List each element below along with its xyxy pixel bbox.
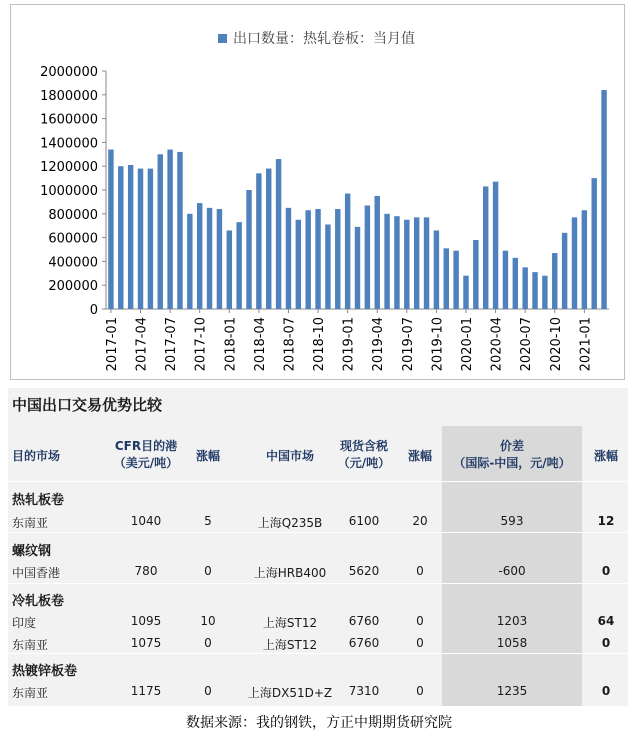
cell-spot: 7310 (348, 684, 380, 698)
cell-cn-market: 上海ST12 (262, 616, 318, 630)
x-tick-label: 2018-10 (312, 317, 328, 372)
bar-2020-09 (542, 276, 547, 309)
bar-2018-01 (227, 230, 232, 309)
bar-2019-03 (365, 205, 370, 309)
bar-2020-03 (483, 186, 488, 309)
cell-market: 中国香港 (12, 566, 61, 580)
header-cfr (106, 438, 186, 472)
bar-2019-10 (434, 230, 439, 309)
cell-change-3: 0 (601, 684, 611, 698)
bar-2017-10 (197, 203, 202, 309)
x-tick-label: 2019-04 (371, 317, 387, 372)
bar-2018-09 (305, 210, 310, 309)
cell-cfr: 780 (134, 564, 158, 578)
bar-2021-02 (591, 178, 596, 309)
x-tick-label: 2020-01 (459, 317, 475, 372)
x-tick-label: 2020-04 (489, 317, 505, 372)
bar-2017-09 (187, 214, 192, 309)
bar-2019-01 (345, 194, 350, 309)
x-tick-label: 2017-01 (104, 317, 120, 372)
x-tick-label: 2018-07 (282, 317, 298, 372)
row-separator (8, 653, 628, 654)
cell-cn-market: 上海DX51D+Z (247, 686, 333, 700)
cell-market: 东南亚 (12, 516, 49, 530)
bar-2020-12 (572, 217, 577, 309)
bar-2020-05 (503, 251, 508, 309)
bar-2018-10 (315, 209, 320, 309)
export-advantage-table (8, 388, 628, 706)
y-tick-label: 600000 (48, 231, 98, 247)
bar-2017-07 (167, 150, 172, 309)
x-tick-label: 2020-07 (519, 317, 535, 372)
bar-2020-04 (493, 182, 498, 309)
source-note: 数据来源：我的钢铁，方正中期期货研究院 (186, 715, 452, 731)
x-tick-label: 2017-04 (134, 317, 150, 372)
legend-label: 出口数量：热轧卷板：当月值 (233, 31, 415, 47)
cell-cfr: 1040 (130, 514, 162, 528)
bar-2018-03 (246, 190, 251, 309)
bar-2020-02 (473, 240, 478, 309)
bar-2019-06 (394, 216, 399, 309)
y-tick-label: 1000000 (40, 184, 98, 199)
bar-2017-08 (177, 152, 182, 309)
cell-change-3: 64 (597, 614, 615, 628)
y-tick-label: 1800000 (40, 88, 98, 104)
cell-change-3: 0 (601, 564, 611, 578)
cell-spread: 1058 (496, 636, 528, 650)
category-galvanized: 热镀锌板卷 (12, 664, 78, 679)
bar-2019-09 (424, 217, 429, 309)
cell-change-3: 12 (597, 514, 615, 528)
header-market: 目的市场 (12, 449, 61, 463)
cell-cfr: 1095 (130, 614, 162, 628)
bar-2020-08 (532, 272, 537, 309)
bar-2019-12 (453, 251, 458, 309)
cell-spread: 1203 (496, 614, 528, 628)
bar-2019-05 (384, 214, 389, 309)
bar-2020-06 (513, 258, 518, 309)
bar-2018-11 (325, 225, 330, 309)
cell-spread: -600 (498, 564, 526, 578)
legend-swatch (218, 34, 227, 43)
y-tick-label: 1200000 (40, 160, 98, 176)
x-tick-label: 2019-01 (341, 317, 357, 372)
header-change-3: 涨幅 (593, 449, 618, 463)
header-spot (324, 438, 404, 472)
cell-change-1: 0 (204, 564, 212, 578)
cell-cfr: 1075 (130, 636, 162, 650)
bar-2018-07 (286, 208, 291, 309)
y-tick-label: 1400000 (40, 136, 98, 152)
header-spot-line1: 现货含税 (339, 439, 388, 453)
x-tick-label: 2021-01 (578, 317, 594, 372)
header-cn-market: 中国市场 (265, 449, 314, 463)
bar-2017-05 (148, 169, 153, 309)
cell-change-1: 0 (204, 684, 212, 698)
bar-2017-11 (207, 208, 212, 309)
bar-2018-02 (236, 222, 241, 309)
x-tick-label: 2017-07 (164, 317, 180, 372)
x-tick-label: 2019-10 (430, 317, 446, 372)
header-change-1: 涨幅 (195, 449, 220, 463)
bar-2017-01 (108, 150, 113, 309)
cell-market: 东南亚 (12, 638, 49, 652)
bar-2019-11 (444, 248, 449, 309)
bar-2019-07 (404, 220, 409, 309)
bar-2017-02 (118, 166, 123, 309)
category-hot-rolled: 热轧板卷 (12, 493, 65, 508)
cell-change-1: 10 (200, 614, 216, 628)
cell-cn-market: 上海Q235B (257, 516, 323, 530)
bar-2018-08 (296, 220, 301, 309)
header-cfr-line2: （美元/吨） (113, 456, 179, 470)
y-tick-label: 1600000 (40, 112, 98, 128)
bar-2019-02 (355, 227, 360, 309)
x-tick-label: 2017-10 (193, 317, 209, 372)
bar-2020-01 (463, 276, 468, 309)
cell-cfr: 1175 (130, 684, 162, 698)
bar-2017-06 (158, 154, 163, 309)
bar-2019-08 (414, 217, 419, 309)
cell-spot: 6100 (348, 514, 380, 528)
row-separator (8, 583, 628, 584)
cell-cn-market: 上海ST12 (262, 638, 318, 652)
header-cfr-line1: CFR目的港 (114, 439, 178, 453)
cell-change-3: 0 (601, 636, 611, 650)
cell-spread: 593 (500, 514, 524, 528)
row-separator (8, 532, 628, 533)
bar-2018-05 (266, 169, 271, 309)
cell-change-1: 5 (204, 514, 212, 528)
x-tick-label: 2019-07 (400, 317, 416, 372)
bar-2020-10 (552, 253, 557, 309)
bar-2019-04 (375, 196, 380, 309)
cell-market: 东南亚 (12, 686, 49, 700)
category-cold-rolled: 冷轧板卷 (12, 594, 65, 609)
bar-2020-07 (522, 267, 527, 309)
export-volume-chart (10, 4, 625, 380)
cell-spot: 6760 (348, 614, 380, 628)
header-spread-line2: （国际-中国，元/吨） (453, 456, 571, 470)
cell-cn-market: 上海HRB400 (253, 566, 327, 580)
y-tick-label: 0 (89, 303, 98, 318)
cell-change-2: 0 (416, 564, 424, 578)
header-spread-line1: 价差 (499, 439, 524, 453)
table-title: 中国出口交易优势比较 (12, 396, 163, 414)
cell-change-2: 0 (416, 636, 424, 650)
header-change-2: 涨幅 (407, 449, 432, 463)
y-tick-label: 200000 (48, 279, 98, 295)
x-tick-label: 2020-10 (548, 317, 564, 372)
bar-2017-04 (138, 169, 143, 309)
y-tick-label: 800000 (48, 207, 98, 223)
cell-spot: 6760 (348, 636, 380, 650)
bar-2021-03 (601, 90, 606, 309)
chart-canvas (11, 5, 624, 379)
bar-2018-12 (335, 209, 340, 309)
bar-2020-11 (562, 233, 567, 309)
x-tick-label: 2018-04 (252, 317, 268, 372)
cell-spread: 1235 (496, 684, 528, 698)
cell-change-2: 0 (416, 614, 424, 628)
bar-2018-06 (276, 159, 281, 309)
y-tick-label: 400000 (48, 255, 98, 271)
cell-change-2: 20 (412, 514, 428, 528)
cell-change-2: 0 (416, 684, 424, 698)
cell-change-1: 0 (204, 636, 212, 650)
cell-market: 印度 (12, 616, 37, 630)
bar-2021-01 (582, 210, 587, 309)
bar-2017-12 (217, 209, 222, 309)
header-spot-line2: （元/吨） (337, 456, 391, 470)
bar-2018-04 (256, 173, 261, 309)
y-tick-label: 2000000 (40, 65, 98, 80)
category-rebar: 螺纹钢 (12, 544, 52, 559)
cell-spot: 5620 (348, 564, 380, 578)
header-spread (442, 438, 582, 472)
x-tick-label: 2018-01 (223, 317, 239, 372)
bar-2017-03 (128, 165, 133, 309)
row-separator (8, 481, 628, 482)
